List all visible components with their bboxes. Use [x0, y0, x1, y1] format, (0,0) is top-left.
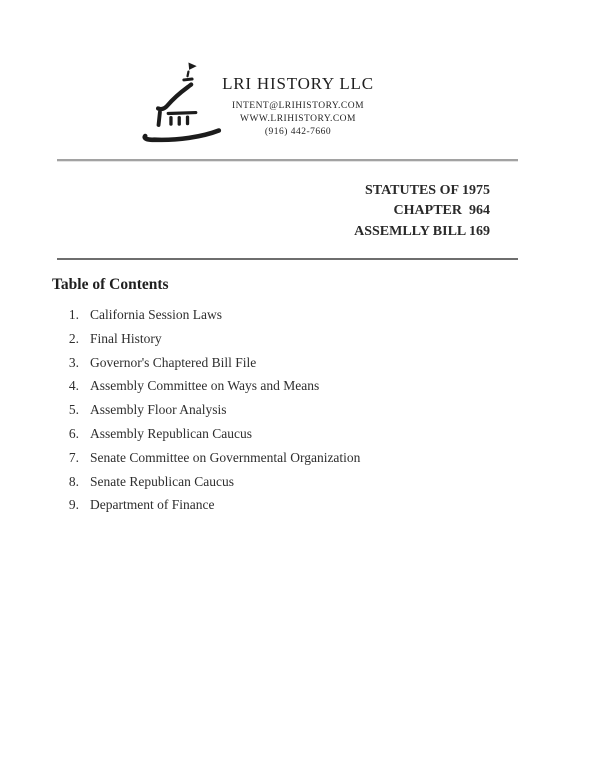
contact-block: [203, 100, 393, 139]
toc-title: Table of Contents: [52, 276, 169, 293]
toc-item-label: Department of Finance: [90, 497, 215, 513]
toc-item: [57, 332, 360, 347]
toc-item: [57, 475, 360, 490]
toc-item-number: 7.: [68, 449, 79, 465]
toc-item-number: 8.: [68, 473, 79, 489]
toc-item-label: Assembly Republican Caucus: [90, 425, 252, 441]
toc-item-number: 3.: [68, 354, 79, 370]
company-name: LRI HISTORY LLC: [222, 74, 374, 93]
logo-flag-shape: [188, 62, 196, 71]
company-phone: (916) 442-7660: [264, 127, 332, 137]
toc-item-label: Senate Republican Caucus: [90, 473, 234, 489]
toc-item-label: Governor's Chaptered Bill File: [90, 354, 257, 370]
chapter-line: CHAPTER 964: [393, 203, 490, 219]
divider-bottom: [57, 258, 518, 260]
company-website: WWW.LRIHISTORY.COM: [240, 114, 356, 124]
toc-item: [57, 451, 360, 466]
toc-item-number: 1.: [68, 307, 79, 322]
toc-item: [57, 379, 360, 394]
toc-item-label: California Session Laws: [90, 307, 222, 322]
toc-list: [57, 308, 360, 522]
toc-item-number: 4.: [68, 378, 79, 394]
toc-item: [57, 403, 360, 418]
toc-item: [57, 308, 360, 323]
toc-item-label: Assembly Floor Analysis: [90, 402, 227, 418]
statute-reference-block: [354, 181, 490, 242]
toc-item-number: 5.: [68, 402, 79, 418]
toc-item-number: 2.: [68, 330, 79, 346]
toc-item-label: Final History: [90, 330, 162, 346]
toc-item-number: 9.: [68, 497, 79, 513]
statutes-line: STATUTES OF 1975: [365, 183, 490, 198]
company-email: INTENT@LRIHISTORY.COM: [231, 101, 365, 111]
toc-item-label: Senate Committee on Governmental Organization: [90, 449, 361, 465]
assembly-bill-line: ASSEMLLY BILL 169: [354, 223, 490, 239]
toc-item: [57, 356, 360, 371]
letterhead: [203, 74, 393, 139]
toc-item: [57, 427, 360, 442]
toc-item-label: Assembly Committee on Ways and Means: [90, 378, 320, 394]
toc-item-number: 6.: [68, 425, 79, 441]
toc-item: [57, 498, 360, 513]
divider-top: [57, 159, 518, 162]
